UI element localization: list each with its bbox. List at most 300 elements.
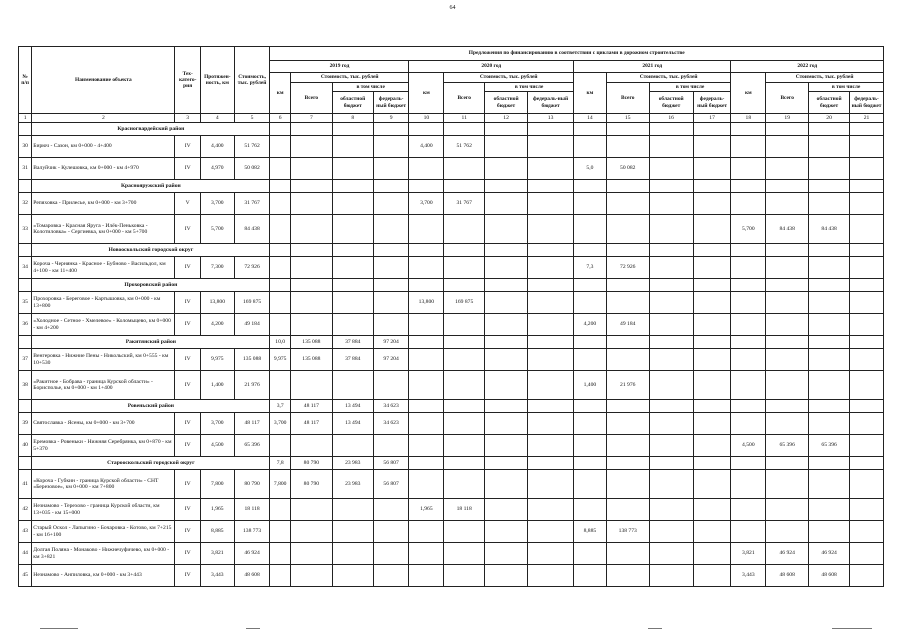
financing-value-cell: 5,700 — [731, 215, 766, 244]
financing-value-cell — [809, 257, 850, 279]
financing-value-cell: 138 773 — [606, 521, 649, 543]
district-value-cell — [766, 400, 809, 413]
length-km: 4,970 — [200, 158, 234, 180]
financing-value-cell — [649, 371, 693, 400]
financing-value-cell — [731, 193, 766, 215]
financing-value-cell — [766, 499, 809, 521]
financing-value-cell: 23 983 — [332, 470, 373, 499]
district-value-cell — [766, 123, 809, 136]
header-regional: областной бюджет — [332, 92, 373, 114]
district-value-cell — [693, 244, 731, 257]
financing-value-cell — [332, 193, 373, 215]
district-row — [19, 336, 884, 349]
district-value-cell — [528, 180, 574, 193]
header-no: № п/п — [19, 47, 32, 114]
header-year-2022: 2022 год — [731, 61, 884, 73]
financing-value-cell — [693, 158, 731, 180]
length-km: 3,700 — [200, 413, 234, 435]
financing-value-cell: 7,800 — [270, 470, 290, 499]
object-name: «Томаровка - Красная Яруга - Илёк-Пеньковка - Колотиловка» - Сергиевка, км 0+000 - км 5+700 — [32, 215, 175, 244]
district-value-cell — [574, 400, 607, 413]
object-name: Репяховка - Прилесье, км 0+000 - км 3+700 — [32, 193, 175, 215]
tech-category: IV — [175, 349, 201, 371]
financing-value-cell — [409, 257, 444, 279]
financing-value-cell — [485, 158, 528, 180]
district-value-cell — [332, 279, 373, 292]
district-value-cell — [850, 180, 884, 193]
financing-value-cell — [693, 470, 731, 499]
district-value-cell — [693, 457, 731, 470]
financing-value-cell — [290, 257, 332, 279]
financing-value-cell — [270, 435, 290, 457]
tech-category: IV — [175, 499, 201, 521]
financing-value-cell — [731, 413, 766, 435]
district-value-cell — [270, 244, 290, 257]
column-number: 11 — [444, 114, 485, 123]
header-cost: Стоимость, тыс. рублей — [234, 47, 270, 114]
financing-value-cell — [270, 215, 290, 244]
district-value-cell — [485, 336, 528, 349]
financing-value-cell: 49 184 — [606, 314, 649, 336]
district-value-cell: 97 204 — [373, 336, 409, 349]
length-km: 5,700 — [200, 215, 234, 244]
tech-category: IV — [175, 136, 201, 158]
header-including: в том числе — [649, 83, 731, 92]
financing-value-cell — [649, 499, 693, 521]
financing-value-cell — [444, 470, 485, 499]
financing-value-cell — [528, 371, 574, 400]
financing-value-cell — [485, 565, 528, 587]
district-value-cell — [409, 400, 444, 413]
table-row — [19, 292, 884, 314]
financing-value-cell — [766, 158, 809, 180]
footer-rule — [246, 628, 260, 629]
object-cost: 135 088 — [234, 349, 270, 371]
financing-value-cell — [528, 543, 574, 565]
district-value-cell — [693, 180, 731, 193]
financing-value-cell — [693, 435, 731, 457]
financing-value-cell — [528, 193, 574, 215]
district-value-cell — [528, 457, 574, 470]
table-row — [19, 470, 884, 499]
district-value-cell — [444, 457, 485, 470]
financing-value-cell — [485, 136, 528, 158]
district-value-cell — [409, 244, 444, 257]
financing-value-cell — [693, 413, 731, 435]
object-name: Старый Оскол - Лапыгино - Бочаровка - Котово, км 7+215 - км 16+100 — [32, 521, 175, 543]
financing-value-cell — [270, 158, 290, 180]
header-federal: федераль-ный бюджет — [528, 92, 574, 114]
financing-value-cell — [809, 470, 850, 499]
tech-category: IV — [175, 543, 201, 565]
header-cost-sub: Стоимость, тыс. рублей — [290, 73, 409, 83]
district-value-cell — [606, 400, 649, 413]
financing-value-cell — [444, 565, 485, 587]
district-no-cell — [19, 244, 32, 257]
district-value-cell — [332, 123, 373, 136]
financing-value-cell: 169 875 — [444, 292, 485, 314]
financing-value-cell — [809, 292, 850, 314]
financing-value-cell — [766, 257, 809, 279]
header-tech-category: Тех-катего-рия — [175, 47, 201, 114]
financing-value-cell — [649, 349, 693, 371]
district-value-cell — [485, 400, 528, 413]
financing-value-cell — [850, 292, 884, 314]
table-row — [19, 521, 884, 543]
district-value-cell — [649, 336, 693, 349]
financing-value-cell — [649, 193, 693, 215]
district-value-cell: 3,7 — [270, 400, 290, 413]
financing-value-cell — [850, 565, 884, 587]
footer-rule — [832, 628, 872, 629]
financing-value-cell — [766, 349, 809, 371]
financing-value-cell — [290, 565, 332, 587]
district-value-cell — [693, 279, 731, 292]
financing-value-cell — [850, 413, 884, 435]
row-number: 41 — [19, 470, 32, 499]
district-value-cell — [373, 123, 409, 136]
financing-value-cell — [649, 314, 693, 336]
financing-value-cell — [731, 499, 766, 521]
financing-value-cell — [528, 499, 574, 521]
financing-value-cell — [485, 257, 528, 279]
object-cost: 21 976 — [234, 371, 270, 400]
header-km: км — [409, 73, 444, 114]
district-row — [19, 279, 884, 292]
financing-value-cell: 65 396 — [766, 435, 809, 457]
financing-value-cell: 34 623 — [373, 413, 409, 435]
object-name: «Короча - Губкин - граница Курской области» - СНТ «Березовое», км 0+000 - км 7+800 — [32, 470, 175, 499]
district-value-cell — [766, 279, 809, 292]
financing-value-cell: 7,3 — [574, 257, 607, 279]
financing-value-cell — [332, 521, 373, 543]
financing-value-cell — [606, 499, 649, 521]
financing-value-cell: 4,200 — [574, 314, 607, 336]
financing-value-cell — [373, 499, 409, 521]
financing-value-cell — [850, 215, 884, 244]
district-value-cell: 34 623 — [373, 400, 409, 413]
district-value-cell — [731, 244, 766, 257]
column-number: 4 — [200, 114, 234, 123]
financing-value-cell — [373, 565, 409, 587]
financing-value-cell — [649, 543, 693, 565]
header-federal: федераль-ный бюджет — [693, 92, 731, 114]
financing-value-cell — [606, 470, 649, 499]
financing-value-cell — [693, 371, 731, 400]
financing-value-cell: 3,443 — [731, 565, 766, 587]
financing-value-cell — [270, 257, 290, 279]
financing-value-cell — [606, 413, 649, 435]
district-value-cell — [693, 400, 731, 413]
district-value-cell — [373, 180, 409, 193]
tech-category: IV — [175, 257, 201, 279]
financing-value-cell — [731, 470, 766, 499]
financing-value-cell — [850, 371, 884, 400]
column-number: 18 — [731, 114, 766, 123]
district-value-cell — [649, 279, 693, 292]
length-km: 8,885 — [200, 521, 234, 543]
financing-value-cell — [649, 215, 693, 244]
district-value-cell — [485, 123, 528, 136]
district-value-cell — [290, 123, 332, 136]
district-value-cell — [528, 279, 574, 292]
financing-value-cell — [731, 521, 766, 543]
column-number: 17 — [693, 114, 731, 123]
header-total: Всего — [290, 83, 332, 114]
financing-value-cell — [528, 136, 574, 158]
financing-value-cell — [409, 543, 444, 565]
financing-value-cell — [731, 292, 766, 314]
row-number: 36 — [19, 314, 32, 336]
district-value-cell — [574, 180, 607, 193]
district-value-cell — [290, 180, 332, 193]
header-total: Всего — [766, 83, 809, 114]
length-km: 7,800 — [200, 470, 234, 499]
financing-value-cell — [850, 435, 884, 457]
row-number: 30 — [19, 136, 32, 158]
district-name: Ракитянский район — [32, 336, 270, 349]
district-value-cell: 135 088 — [290, 336, 332, 349]
district-value-cell — [649, 244, 693, 257]
table-row — [19, 349, 884, 371]
district-value-cell — [606, 457, 649, 470]
row-number: 38 — [19, 371, 32, 400]
financing-value-cell — [693, 257, 731, 279]
financing-value-cell: 80 790 — [290, 470, 332, 499]
object-cost: 48 608 — [234, 565, 270, 587]
page-number: 64 — [449, 5, 456, 11]
financing-value-cell — [850, 158, 884, 180]
financing-value-cell — [850, 193, 884, 215]
object-cost: 49 184 — [234, 314, 270, 336]
district-name: Новооскольский городской округ — [32, 244, 270, 257]
financing-value-cell — [809, 349, 850, 371]
length-km: 3,443 — [200, 565, 234, 587]
financing-value-cell — [528, 257, 574, 279]
financing-value-cell — [731, 136, 766, 158]
object-cost: 84 438 — [234, 215, 270, 244]
district-no-cell — [19, 123, 32, 136]
financing-value-cell — [409, 314, 444, 336]
district-value-cell — [409, 123, 444, 136]
financing-value-cell — [693, 565, 731, 587]
financing-value-cell — [332, 499, 373, 521]
header-regional: областной бюджет — [649, 92, 693, 114]
financing-value-cell: 3,700 — [270, 413, 290, 435]
district-value-cell — [444, 123, 485, 136]
financing-value-cell: 48 608 — [766, 565, 809, 587]
tech-category: V — [175, 193, 201, 215]
financing-value-cell — [528, 158, 574, 180]
financing-value-cell — [693, 193, 731, 215]
financing-value-cell — [485, 193, 528, 215]
financing-value-cell — [270, 371, 290, 400]
header-proposals: Предложения по финансированию в соответствии с циклами в дорожном строительстве — [270, 47, 884, 61]
district-value-cell — [528, 244, 574, 257]
district-value-cell — [270, 180, 290, 193]
financing-value-cell — [444, 435, 485, 457]
column-number: 16 — [649, 114, 693, 123]
district-value-cell — [766, 244, 809, 257]
district-value-cell — [731, 123, 766, 136]
length-km: 1,965 — [200, 499, 234, 521]
financing-value-cell — [850, 543, 884, 565]
financing-value-cell — [409, 435, 444, 457]
header-year-2021: 2021 год — [574, 61, 731, 73]
financing-value-cell: 56 807 — [373, 470, 409, 499]
financing-value-cell — [485, 435, 528, 457]
financing-value-cell — [373, 257, 409, 279]
financing-value-cell — [444, 371, 485, 400]
object-name: Незнамово - Анпиловка, км 0+000 - км 3+443 — [32, 565, 175, 587]
header-regional: областной бюджет — [809, 92, 850, 114]
row-number: 45 — [19, 565, 32, 587]
length-km: 7,300 — [200, 257, 234, 279]
financing-value-cell — [850, 499, 884, 521]
district-value-cell — [409, 180, 444, 193]
table-row — [19, 499, 884, 521]
financing-value-cell — [332, 257, 373, 279]
financing-value-cell — [290, 543, 332, 565]
table-row — [19, 413, 884, 435]
district-value-cell — [444, 279, 485, 292]
column-numbers-row — [19, 114, 884, 123]
district-value-cell — [574, 457, 607, 470]
financing-value-cell — [649, 565, 693, 587]
district-value-cell — [574, 123, 607, 136]
financing-value-cell — [290, 314, 332, 336]
district-value-cell — [809, 457, 850, 470]
financing-value-cell — [485, 371, 528, 400]
financing-value-cell — [574, 499, 607, 521]
length-km: 4,400 — [200, 136, 234, 158]
district-value-cell — [409, 336, 444, 349]
column-number: 3 — [175, 114, 201, 123]
financing-value-cell — [290, 136, 332, 158]
financing-value-cell — [290, 371, 332, 400]
financing-value-cell — [528, 215, 574, 244]
column-number: 14 — [574, 114, 607, 123]
object-name: Долгая Поляна - Монаково - Нижнечуфичево, км 0+000 - км 3+821 — [32, 543, 175, 565]
financing-value-cell — [373, 371, 409, 400]
district-value-cell — [574, 244, 607, 257]
district-value-cell — [485, 457, 528, 470]
financing-value-cell — [444, 215, 485, 244]
district-no-cell — [19, 180, 32, 193]
tech-category: IV — [175, 371, 201, 400]
column-number: 21 — [850, 114, 884, 123]
object-name: Святославка - Ясены, км 0+000 - км 3+700 — [32, 413, 175, 435]
row-number: 34 — [19, 257, 32, 279]
district-value-cell: 13 494 — [332, 400, 373, 413]
district-value-cell — [850, 279, 884, 292]
financing-value-cell — [693, 499, 731, 521]
row-number: 35 — [19, 292, 32, 314]
financing-value-cell — [766, 470, 809, 499]
object-cost: 51 762 — [234, 136, 270, 158]
header-name: Наименование объекта — [32, 47, 175, 114]
district-value-cell — [649, 400, 693, 413]
district-value-cell — [574, 336, 607, 349]
financing-value-cell — [850, 136, 884, 158]
district-value-cell — [290, 279, 332, 292]
financing-value-cell — [809, 371, 850, 400]
financing-value-cell — [574, 292, 607, 314]
financing-value-cell: 84 438 — [809, 215, 850, 244]
financing-value-cell — [409, 215, 444, 244]
financing-value-cell: 135 088 — [290, 349, 332, 371]
object-cost: 18 118 — [234, 499, 270, 521]
district-value-cell — [444, 336, 485, 349]
financing-value-cell: 37 884 — [332, 349, 373, 371]
table-body — [19, 123, 884, 587]
financing-value-cell — [290, 215, 332, 244]
financing-value-cell: 50 082 — [606, 158, 649, 180]
financing-value-cell — [444, 314, 485, 336]
object-cost: 72 926 — [234, 257, 270, 279]
financing-value-cell: 1,400 — [574, 371, 607, 400]
district-value-cell — [373, 244, 409, 257]
column-number: 13 — [528, 114, 574, 123]
tech-category: IV — [175, 158, 201, 180]
object-cost: 31 767 — [234, 193, 270, 215]
district-value-cell — [850, 336, 884, 349]
district-value-cell: 80 790 — [290, 457, 332, 470]
financing-value-cell — [444, 413, 485, 435]
district-name: Краснояружский район — [32, 180, 270, 193]
financing-value-cell — [332, 435, 373, 457]
financing-value-cell — [809, 521, 850, 543]
district-value-cell — [809, 400, 850, 413]
header-cost-sub: Стоимость, тыс. рублей — [444, 73, 574, 83]
financing-value-cell: 21 976 — [606, 371, 649, 400]
financing-value-cell — [731, 349, 766, 371]
financing-value-cell — [270, 193, 290, 215]
financing-value-cell — [574, 215, 607, 244]
column-number: 19 — [766, 114, 809, 123]
financing-value-cell — [606, 215, 649, 244]
district-value-cell — [809, 180, 850, 193]
financing-value-cell — [485, 413, 528, 435]
object-name: Еремовка - Ровеньки - Нижняя Серебрянка, км 0+870 - км 5+370 — [32, 435, 175, 457]
district-value-cell — [332, 180, 373, 193]
column-number: 9 — [373, 114, 409, 123]
length-km: 4,200 — [200, 314, 234, 336]
financing-value-cell — [574, 470, 607, 499]
financing-value-cell — [332, 543, 373, 565]
financing-value-cell — [485, 292, 528, 314]
financing-value-cell — [528, 413, 574, 435]
table-row — [19, 193, 884, 215]
financing-value-cell: 13,800 — [409, 292, 444, 314]
financing-value-cell: 97 204 — [373, 349, 409, 371]
financing-value-cell — [409, 413, 444, 435]
row-number: 32 — [19, 193, 32, 215]
financing-value-cell — [649, 435, 693, 457]
financing-value-cell — [485, 521, 528, 543]
financing-value-cell — [731, 371, 766, 400]
object-name: Бирюч - Сазон, км 0+000 - 4+400 — [32, 136, 175, 158]
financing-value-cell — [574, 193, 607, 215]
district-name: Ровеньский район — [32, 400, 270, 413]
financing-value-cell — [332, 371, 373, 400]
financing-value-cell — [693, 543, 731, 565]
financing-value-cell — [373, 314, 409, 336]
column-number: 10 — [409, 114, 444, 123]
financing-value-cell — [409, 521, 444, 543]
financing-value-cell — [485, 314, 528, 336]
financing-value-cell — [766, 413, 809, 435]
